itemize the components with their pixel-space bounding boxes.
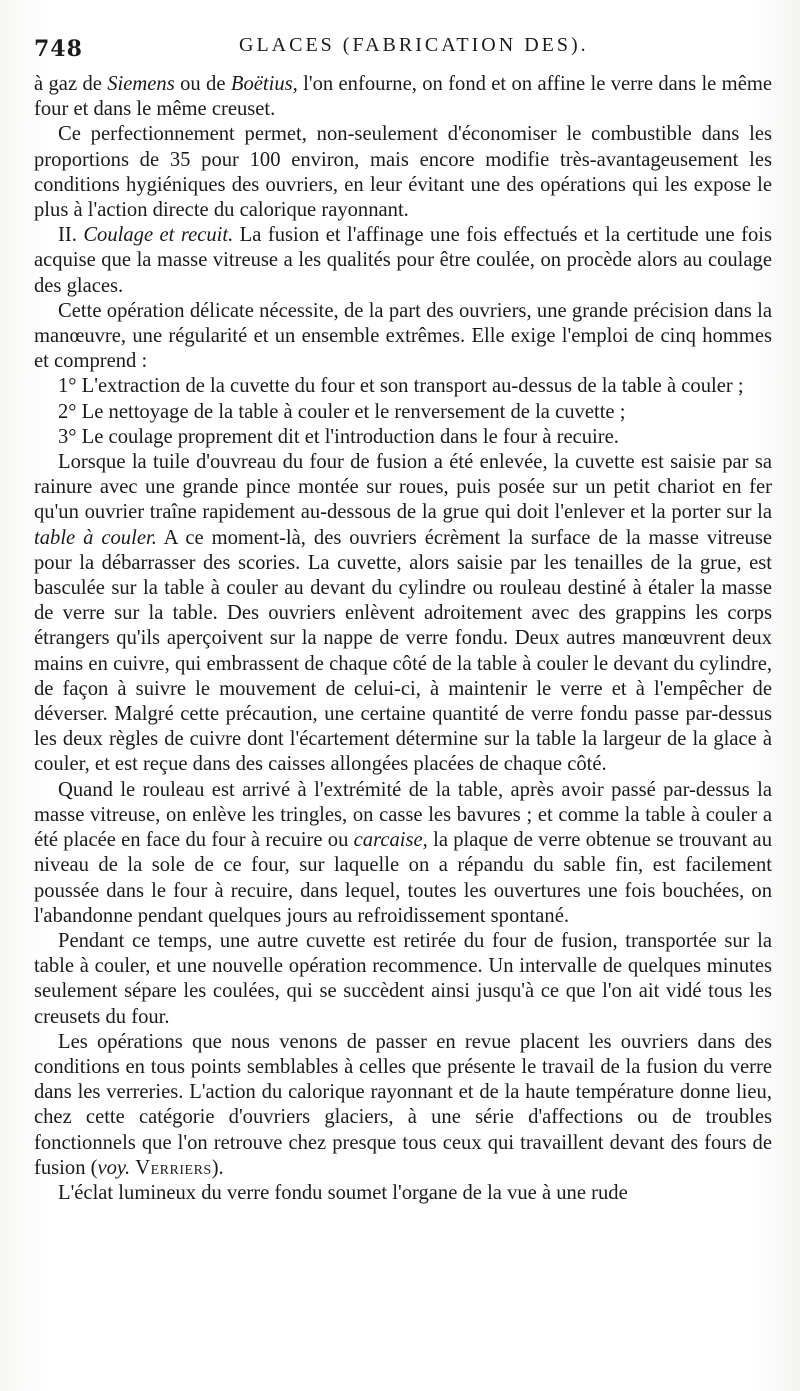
text-run: l'on enfourne, on fond et on affine le verre dans le même four et dans le même creuset. (34, 73, 772, 121)
text-run: ). (211, 1156, 224, 1179)
italic-name: Siemens (107, 73, 175, 95)
cross-reference: Verriers (135, 1156, 212, 1179)
text-run: A ce moment-là, des ouvriers écrèment la surface de la masse vitreuse pour la débarrasser des scories. La cuvette, alors saisie par les tenailles de la grue, est basculée sur la table à couler au devant du cylindre ou rouleau destiné à étaler la masse de verre sur la table. Des ouvriers enlèvent adroitement avec des grappins les corps étrangers qu'ils aperçoivent sur la nappe de verre fondu. Deux autres manœuvrent deux mains en cuivre, qui embrassent de chaque côté de la table à couler le devant du cylindre, de façon à suivre le mouvement de celui-ci, à maintenir le verre et à l'empêcher de déverser. Malgré cette précaution, une certaine quantité de verre fondu passe par-dessus les deux règles de cuivre dont l'écartement détermine sur la table la largeur de la glace à couler, et est reçue dans des caisses allongées placées de chaque côté. (34, 526, 773, 776)
body-text (34, 72, 772, 1206)
text-run: Les opérations que nous venons de passer en revue placent les ouvriers dans des conditions en tous points semblables à celles que présente le travail de la fusion du verre dans les verreries. L'action du calorique rayonnant et de la haute température donne lieu, chez cette catégorie d'ouvriers glaciers, à une série d'affections ou de troubles fonctionnels que l'on retrouve chez presque tous ceux qui travaillent devant des fours de fusion ( (34, 1030, 772, 1179)
paragraph: Cette opération délicate nécessite, de la part des ouvriers, une grande précision dans la manœuvre, une régularité et un ensemble extrêmes. Elle exige l'emploi de cinq hommes et comprend : (34, 299, 772, 373)
italic-name: Boëtius, (230, 73, 298, 95)
list-item: 2° Le nettoyage de la table à couler et le renversement de la cuvette ; (58, 400, 626, 423)
text-run: Quand le rouleau est arrivé à l'extrémité de la table, après avoir passé par-dessus la masse vitreuse, on enlève les tringles, on casse les bavures ; et comme la table à couler a été placée en face du four à recuire ou (34, 778, 772, 852)
paragraph (34, 1030, 772, 1181)
italic-term: carcaise, (353, 829, 428, 852)
italic-term: table à couler. (34, 526, 157, 549)
paragraph (34, 450, 772, 778)
page-header (34, 30, 772, 66)
text-run: à gaz de (34, 73, 108, 95)
text-run: Lorsque la tuile d'ouvreau du four de fusion a été enlevée, la cuvette est saisie par sa rainure avec une grande pince montée sur roues, puis posée sur un petit chariot en fer qu'un ouvrier traîne rapidement au-dessous de la grue qui doit l'enlever et la porter sur la (34, 451, 772, 524)
running-head: GLACES (FABRICATION DES). (239, 34, 589, 56)
italic-term: voy. (97, 1156, 131, 1179)
section-paragraph (34, 223, 772, 299)
paragraph (34, 778, 772, 929)
list-item: 1° L'extraction de la cuvette du four et son transport au-dessus de la table à couler ; (58, 375, 744, 398)
paragraph-continuation (34, 72, 772, 122)
list-item: 3° Le coulage proprement dit et l'introduction dans le four à recuire. (58, 425, 619, 448)
paragraph: Ce perfectionnement permet, non-seulement d'économiser le combustible dans les proportions de 35 pour 100 environ, mais encore modifie très-avantageusement les conditions hygiéniques des ouvriers, en leur évitant une des opérations qui les expose le plus à l'action directe du calorique rayonnant. (34, 123, 772, 222)
text-run: La fusion et l'affinage une fois effectués et la certitude une fois acquise que la masse vitreuse a les qualités pour être coulée, on procède alors au coulage des glaces. (34, 224, 772, 297)
paragraph: L'éclat lumineux du verre fondu soumet l'organe de la vue à une rude (58, 1181, 628, 1204)
page-number: 748 (34, 36, 83, 62)
section-title: Coulage et recuit. (83, 224, 234, 247)
section-number: II. (58, 224, 84, 247)
text-run: ou de (174, 73, 231, 95)
paragraph: Pendant ce temps, une autre cuvette est retirée du four de fusion, transportée sur la table à couler, et une nouvelle opération recommence. Un intervalle de quelques minutes seulement sépare les coulées, qui se succèdent ainsi jusqu'à ce que l'on ait vidé tous les creusets du four. (34, 929, 772, 1028)
text-run: la plaque de verre obtenue se trouvant au niveau de la sole de ce four, sur laquelle on a répandu du sable fin, est facilement poussée dans le four à recuire, dans lequel, toutes les ouvertures une fois bouchées, on l'abandonne pendant quelques jours au refroidissement spontané. (34, 829, 772, 927)
